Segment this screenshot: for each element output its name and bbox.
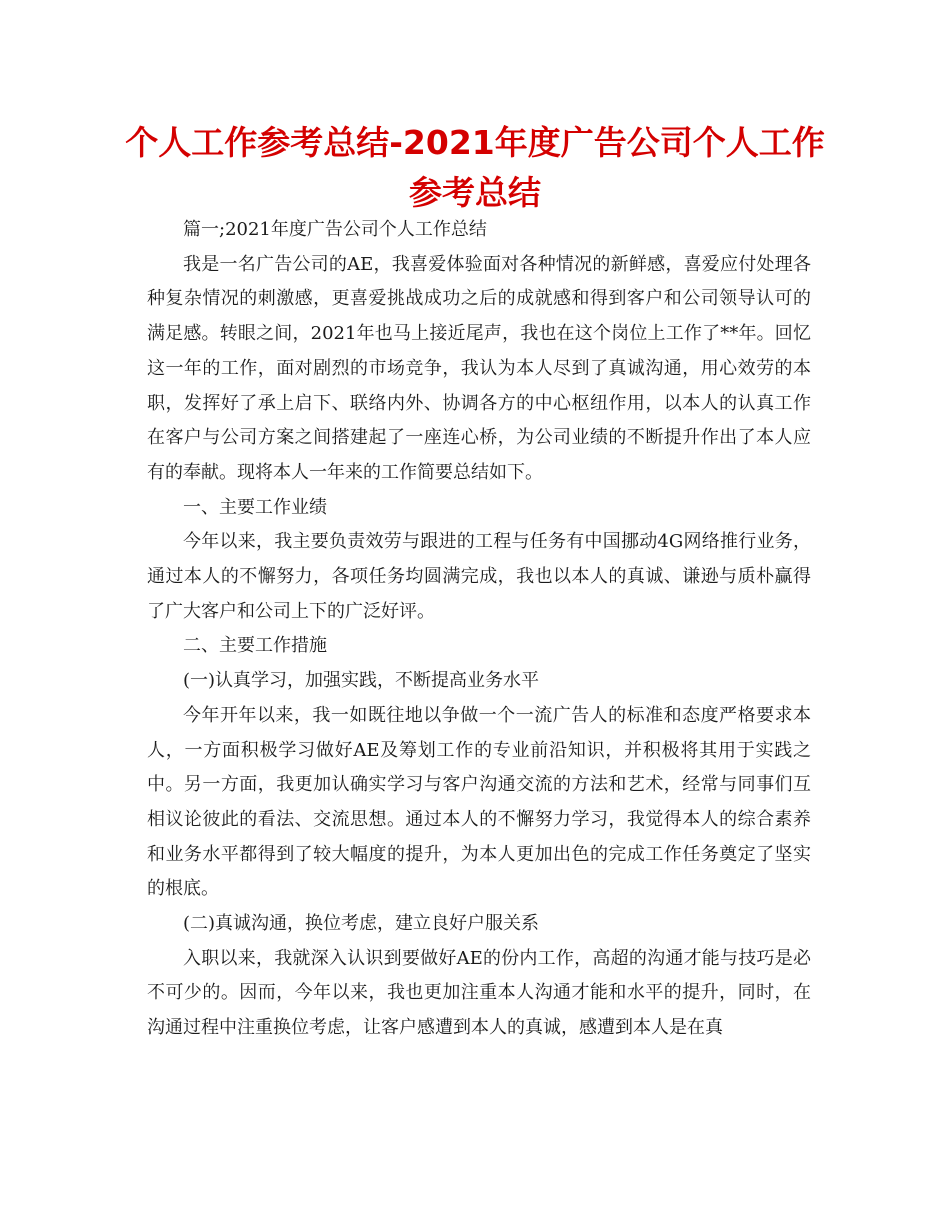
paragraph: 今年开年以来，我一如既往地以争做一个一流广告人的标准和态度严格要求本人，一方面积极学习做好AE及筹划工作的专业前沿知识，并积极将其用于实践之中。另一方面，我更加认确实学习与客户沟通交流的方法和艺术，经常与同事们互相议论彼此的看法、交流思想。通过本人的不懈努力学习，我觉得本人的综合素养和业务水平都得到了较大幅度的提升，为本人更加出色的完成工作任务奠定了坚实的根底。 (147, 704, 811, 900)
document-title: 个人工作参考总结-2021年度广告公司个人工作参考总结 (125, 123, 825, 212)
section-heading: 一、主要工作业绩 (183, 496, 327, 518)
subsection-heading: (一)认真学习，加强实践，不断提高业务水平 (183, 670, 540, 692)
subsection-heading: (二)真诚沟通，换位考虑，建立良好户服关系 (183, 913, 540, 935)
section-heading: 二、主要工作措施 (183, 635, 327, 657)
paragraph: 入职以来，我就深入认识到要做好AE的份内工作，高超的沟通才能与技巧是必不可少的。因而，今年以来，我也更加注重本人沟通才能和水平的提升，同时，在沟通过程中注重换位考虑，让客户感遭到本人的真诚，感遭到本人是在真 (147, 947, 811, 1039)
document-body (147, 213, 811, 1046)
paragraph: 我是一名广告公司的AE，我喜爱体验面对各种情况的新鲜感，喜爱应付处理各种复杂情况的刺激感，更喜爱挑战成功之后的成就感和得到客户和公司领导认可的满足感。转眼之间，2021年也马上接近尾声，我也在这个岗位上工作了**年。回忆这一年的工作，面对剧烈的市场竞争，我认为本人尽到了真诚沟通，用心效劳的本职，发挥好了承上启下、联络内外、协调各方的中心枢纽作用，以本人的认真工作在客户与公司方案之间搭建起了一座连心桥，为公司业绩的不断提升作出了本人应有的奉献。现将本人一年来的工作简要总结如下。 (147, 253, 811, 483)
section-heading: 篇一;2021年度广告公司个人工作总结 (183, 219, 487, 240)
paragraph: 今年以来，我主要负责效劳与跟进的工程与任务有中国挪动4G网络推行业务，通过本人的不懈努力，各项任务均圆满完成，我也以本人的真诚、谦逊与质朴赢得了广大客户和公司上下的广泛好评。 (147, 531, 811, 622)
